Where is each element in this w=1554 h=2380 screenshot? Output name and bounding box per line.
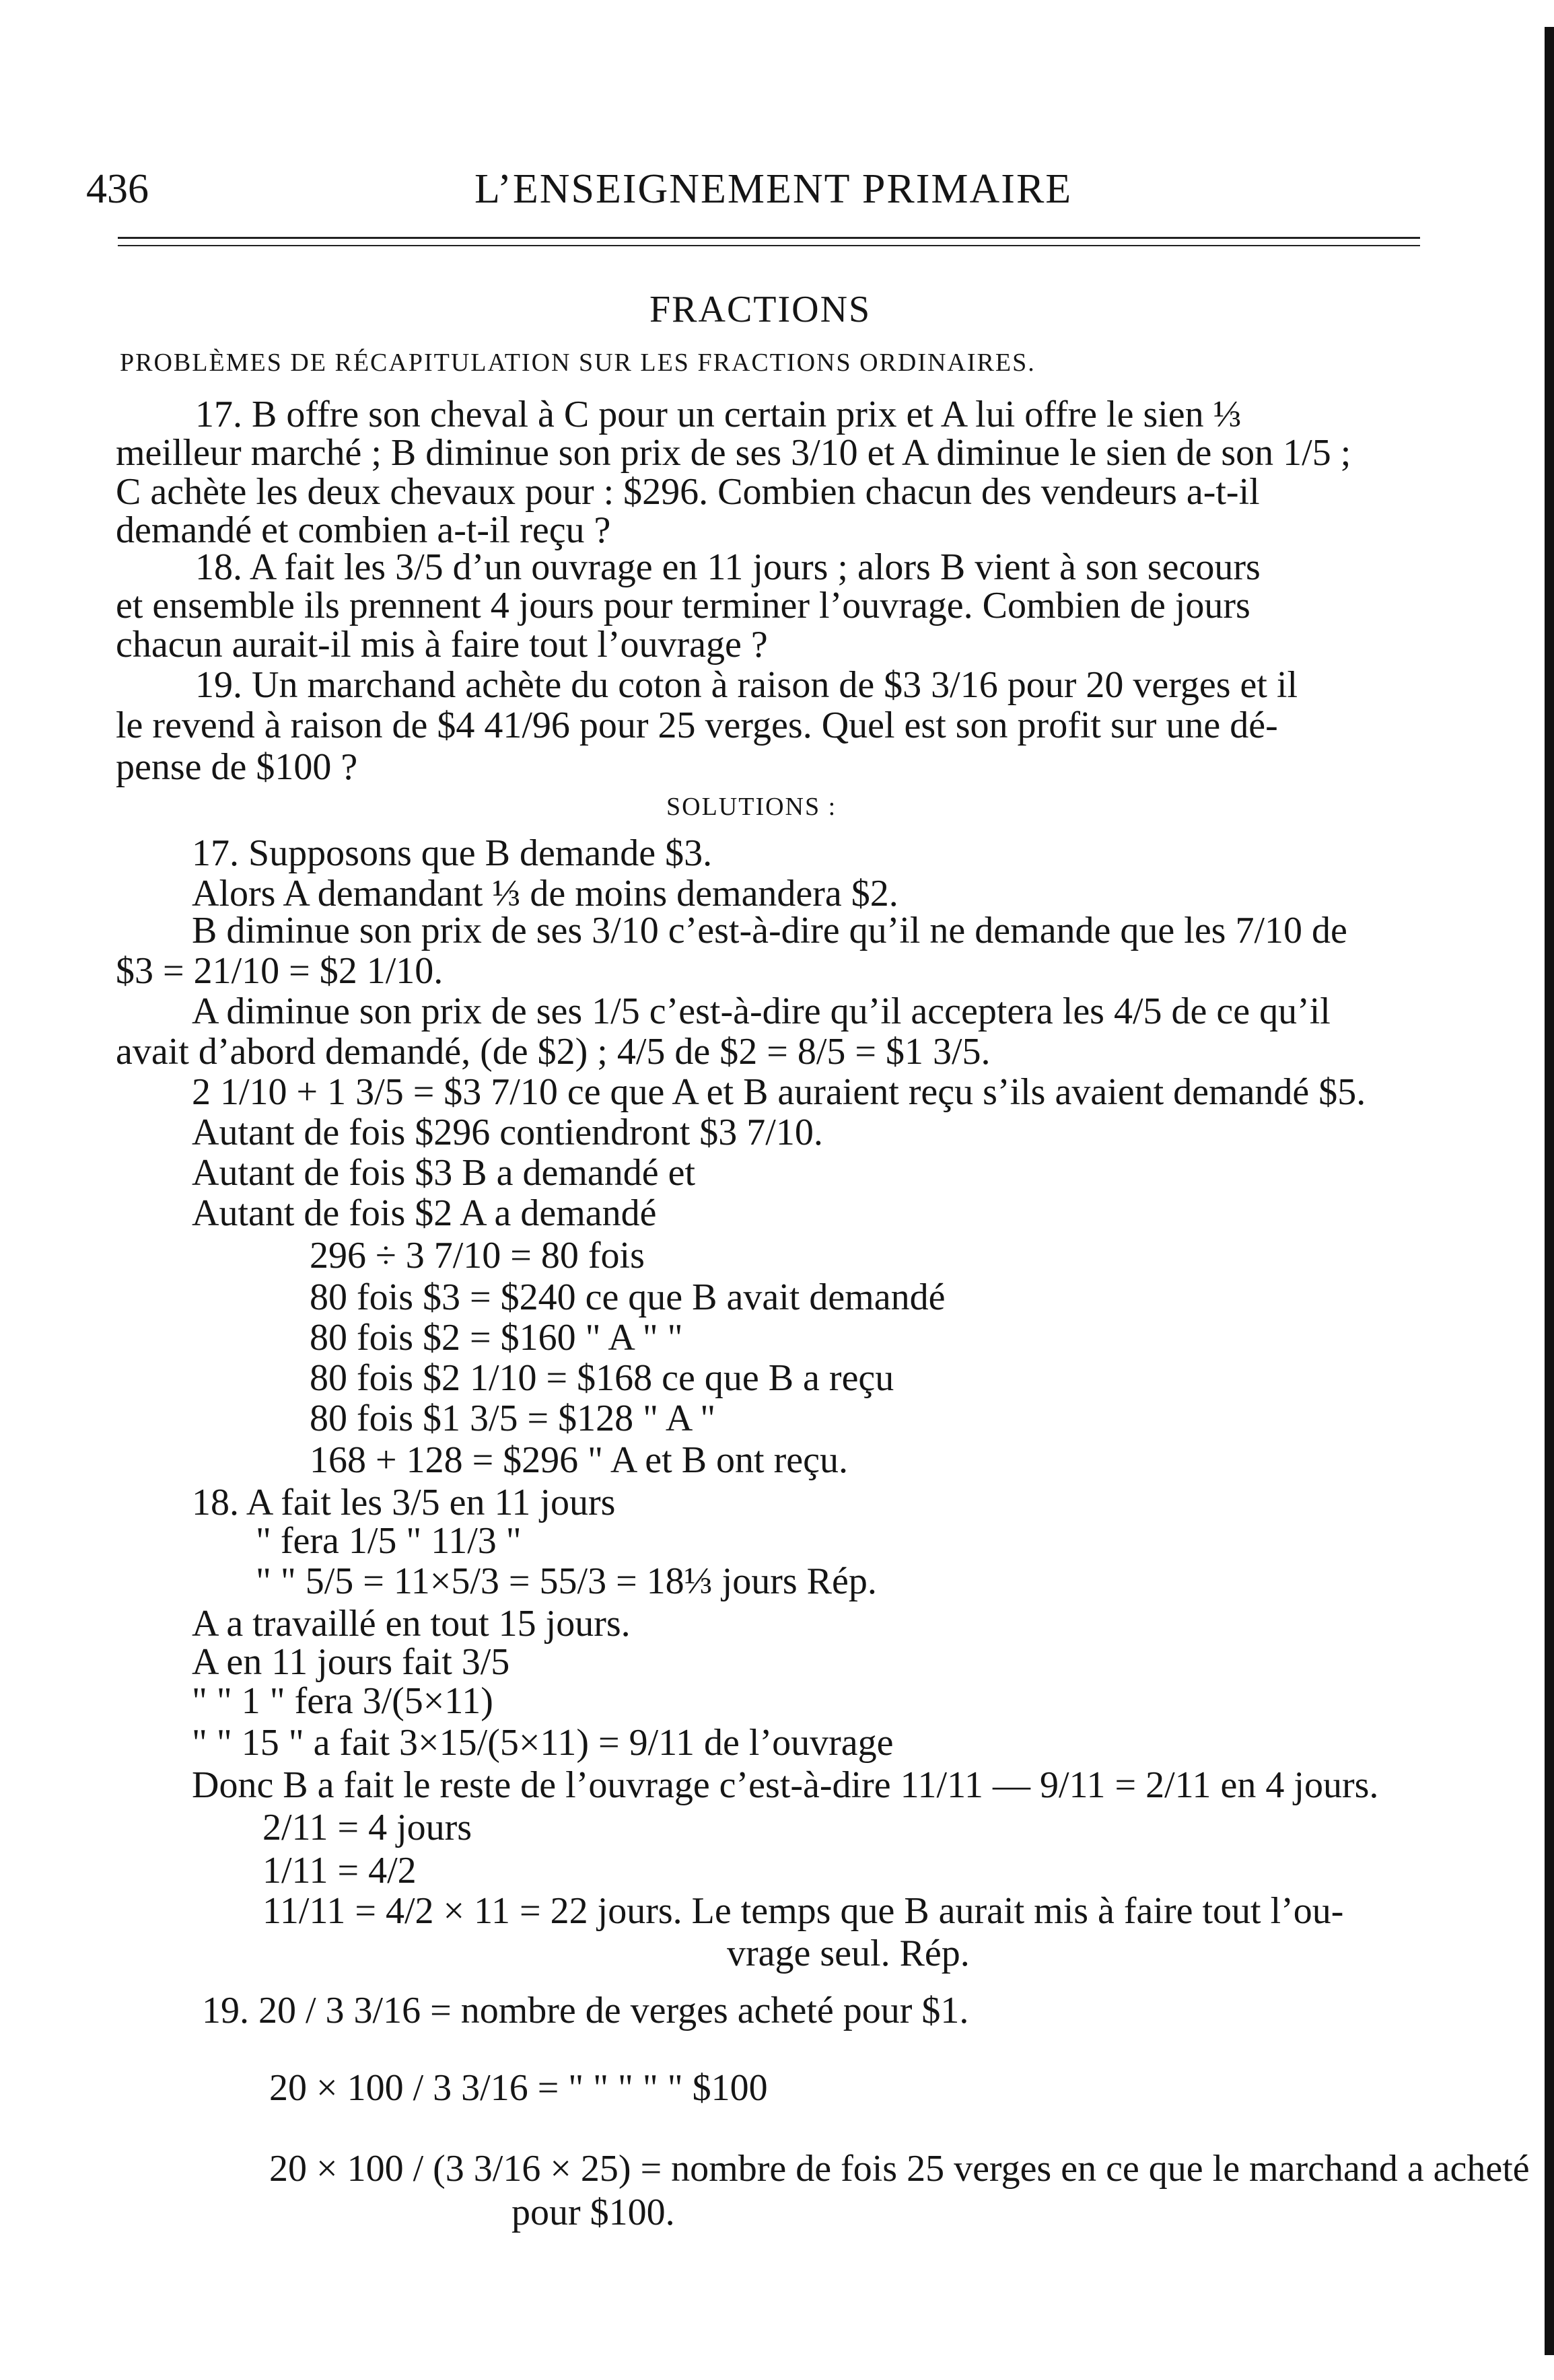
problem-line: meilleur marché ; B diminue son prix de ses 3/10 et A diminue le sien de son 1/5 ; [116, 432, 1351, 474]
problem-line: 18. A fait les 3/5 d’un ouvrage en 11 jours ; alors B vient à son secours [195, 546, 1261, 588]
solution-line: 168 + 128 = $296 " A et B ont reçu. [310, 1439, 848, 1481]
solutions-title: SOLUTIONS : [666, 793, 837, 821]
solution-line: $3 = 21/10 = $2 1/10. [116, 950, 444, 992]
solution-line: 296 ÷ 3 7/10 = 80 fois [310, 1235, 645, 1276]
solution-line: 20 × 100 / 3 3/16 = " " " " " $100 [269, 2067, 768, 2109]
solution-line: 80 fois $2 = $160 " A " " [310, 1317, 683, 1359]
solution-line: pour $100. [511, 2192, 675, 2233]
header-rule-2 [118, 245, 1420, 246]
problem-line: le revend à raison de $4 41/96 pour 25 verges. Quel est son profit sur une dé- [116, 705, 1278, 746]
solution-line: Alors A demandant ⅓ de moins demandera $2. [192, 873, 898, 914]
section-subtitle: PROBLÈMES DE RÉCAPITULATION SUR LES FRACTIONS ORDINAIRES. [120, 349, 1036, 377]
solution-line: 19. 20 / 3 3/16 = nombre de verges acheté pour $1. [202, 1990, 969, 2031]
problem-line: chacun aurait-il mis à faire tout l’ouvrage ? [116, 624, 768, 665]
solution-line: 2 1/10 + 1 3/5 = $3 7/10 ce que A et B auraient reçu s’ils avaient demandé $5. [192, 1071, 1366, 1113]
solution-line: " " 1 " fera 3/(5×11) [192, 1680, 493, 1722]
solution-line: Autant de fois $2 A a demandé [192, 1192, 657, 1234]
problem-line: C achète les deux chevaux pour : $296. Combien chacun des vendeurs a-t-il [116, 471, 1260, 513]
solution-line: 11/11 = 4/2 × 11 = 22 jours. Le temps que B aurait mis à faire tout l’ou- [262, 1890, 1344, 1932]
running-title: L’ENSEIGNEMENT PRIMAIRE [474, 166, 1073, 212]
solution-line: B diminue son prix de ses 3/10 c’est-à-dire qu’il ne demande que les 7/10 de [192, 910, 1347, 951]
solution-line: 80 fois $2 1/10 = $168 ce que B a reçu [310, 1357, 894, 1399]
section-title: FRACTIONS [649, 289, 872, 330]
problem-line: 17. B offre son cheval à C pour un certain prix et A lui offre le sien ⅓ [195, 394, 1242, 435]
solution-line: 80 fois $3 = $240 ce que B avait demandé [310, 1276, 946, 1318]
solution-line: Donc B a fait le reste de l’ouvrage c’est-à-dire 11/11 — 9/11 = 2/11 en 4 jours. [192, 1764, 1379, 1806]
solution-line: vrage seul. Rép. [727, 1933, 970, 1974]
page-edge-bar [1545, 27, 1554, 2355]
page-number: 436 [86, 166, 149, 212]
solution-line: 80 fois $1 3/5 = $128 " A " [310, 1398, 716, 1439]
solution-line: Autant de fois $296 contiendront $3 7/10. [192, 1112, 823, 1153]
header-rule [118, 237, 1420, 239]
problem-line: demandé et combien a-t-il reçu ? [116, 509, 611, 551]
problem-line: 19. Un marchand achète du coton à raison de $3 3/16 pour 20 verges et il [195, 664, 1298, 706]
solution-line: " " 15 " a fait 3×15/(5×11) = 9/11 de l’ouvrage [192, 1722, 894, 1764]
solution-line: avait d’abord demandé, (de $2) ; 4/5 de $2 = 8/5 = $1 3/5. [116, 1031, 991, 1073]
solution-line: 20 × 100 / (3 3/16 × 25) = nombre de fois 25 verges en ce que le marchand a acheté [269, 2148, 1530, 2190]
solution-line: A a travaillé en tout 15 jours. [192, 1603, 631, 1645]
problem-line: pense de $100 ? [116, 746, 358, 788]
solution-line: " fera 1/5 " 11/3 " [256, 1520, 522, 1562]
solution-line: Autant de fois $3 B a demandé et [192, 1152, 696, 1194]
solution-line: 17. Supposons que B demande $3. [192, 832, 713, 874]
solution-line: " " 5/5 = 11×5/3 = 55/3 = 18⅓ jours Rép. [256, 1560, 877, 1602]
solution-line: A diminue son prix de ses 1/5 c’est-à-dire qu’il acceptera les 4/5 de ce qu’il [192, 990, 1331, 1032]
solution-line: A en 11 jours fait 3/5 [192, 1641, 510, 1683]
solution-line: 18. A fait les 3/5 en 11 jours [192, 1482, 616, 1523]
solution-line: 2/11 = 4 jours [262, 1807, 472, 1848]
solution-line: 1/11 = 4/2 [262, 1850, 417, 1891]
problem-line: et ensemble ils prennent 4 jours pour terminer l’ouvrage. Combien de jours [116, 585, 1250, 626]
